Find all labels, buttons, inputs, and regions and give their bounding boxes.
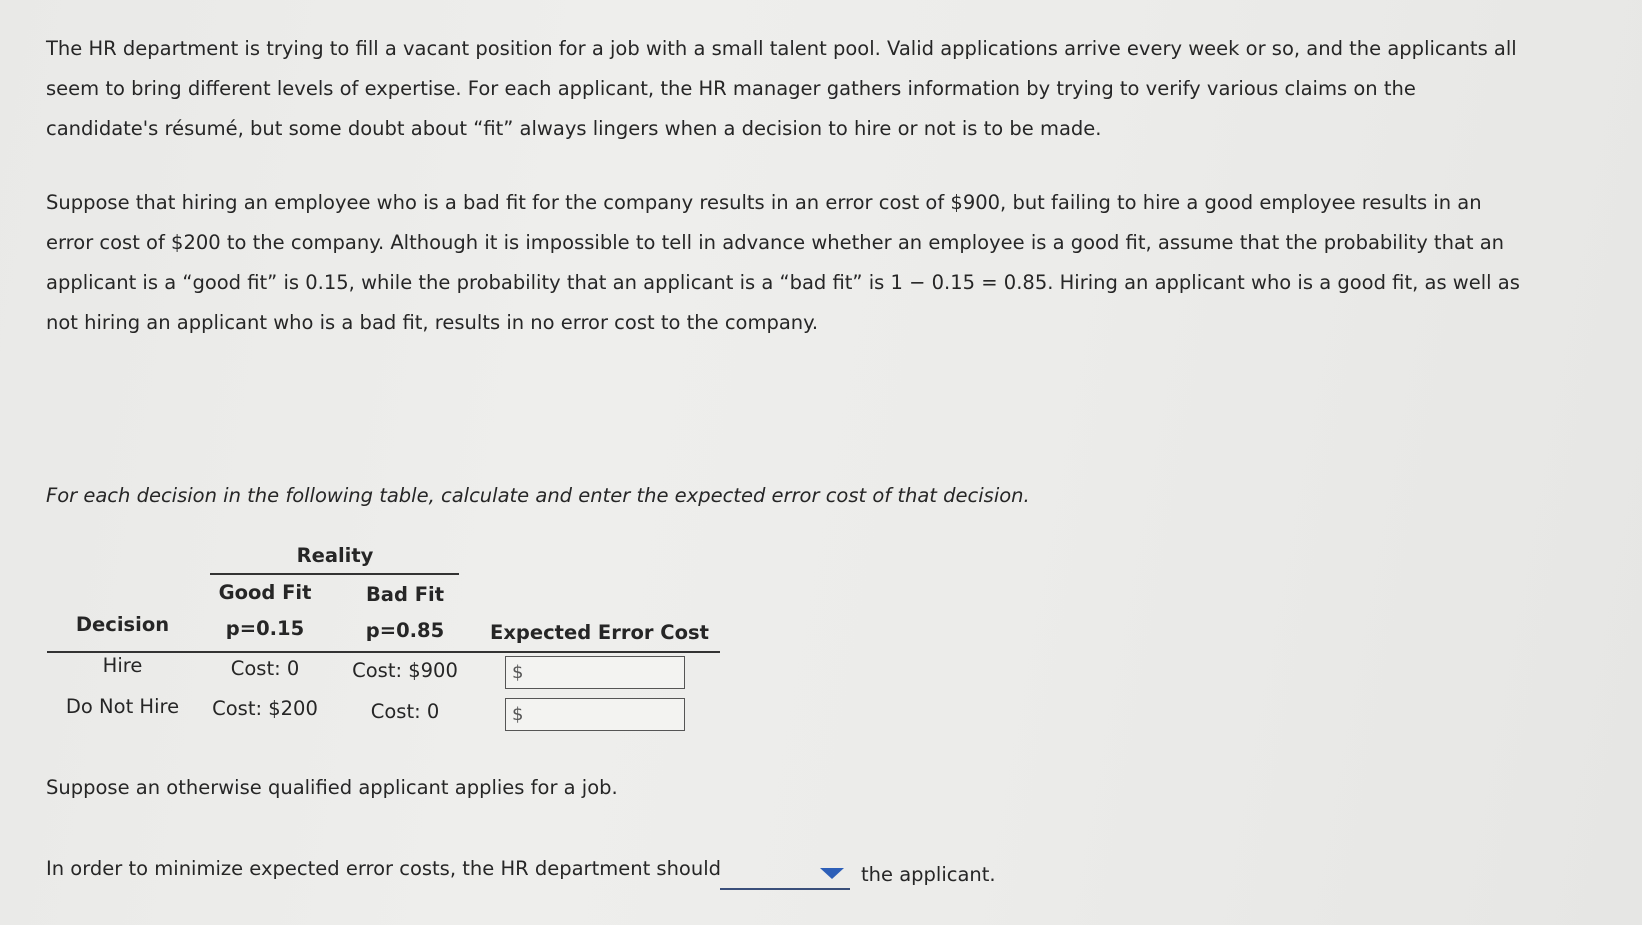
hire-decision-dropdown[interactable] [720, 854, 850, 890]
do-not-hire-bad-fit-cost: Cost: 0 [370, 700, 440, 723]
cost-paragraph [46, 183, 1576, 343]
chevron-down-icon[interactable] [820, 868, 844, 879]
hire-bad-fit-cost: Cost: $900 [352, 659, 458, 682]
reality-underline [210, 573, 459, 575]
cost-line-1: Suppose that hiring an employee who is a bad fit for the company results in an error cost of $900, but failing to hire a good employee results in an [46, 191, 1482, 214]
hire-good-fit-cost: Cost: 0 [230, 657, 300, 680]
intro-line-2: seem to bring different levels of expertise. For each applicant, the HR manager gathers information by trying to verify various claims on the [46, 77, 1416, 100]
do-not-hire-good-fit-cost: Cost: $200 [212, 697, 318, 720]
intro-paragraph [46, 29, 1576, 149]
good-fit-header: Good Fit [218, 581, 312, 604]
hire-expected-cost-field[interactable] [505, 656, 685, 689]
bad-fit-header: Bad Fit [365, 583, 445, 606]
good-fit-probability: p=0.15 [225, 617, 305, 640]
decision-do-not-hire-label: Do Not Hire [65, 695, 180, 718]
table-header-rule [47, 651, 720, 653]
scenario-text: Suppose an otherwise qualified applicant applies for a job. [46, 776, 618, 799]
hire-expected-cost-input[interactable] [523, 657, 684, 688]
cost-line-3: applicant is a “good fit” is 0.15, while the probability that an applicant is a “bad fit” is 1 − 0.15 = 0.85. Hiring an applicant who is a good fit, as well as [46, 271, 1520, 294]
intro-line-3: candidate's résumé, but some doubt about “fit” always lingers when a decision to hire or not is to be made. [46, 117, 1102, 140]
conclusion-text: In order to minimize expected error costs, the HR department should [46, 857, 722, 880]
decision-header: Decision [75, 613, 170, 636]
expected-error-cost-header: Expected Error Cost [490, 621, 709, 644]
cost-line-4: not hiring an applicant who is a bad fit, results in no error cost to the company. [46, 311, 819, 334]
cost-line-2: error cost of $200 to the company. Although it is impossible to tell in advance whether an employee is a good fit, assume that the probability that an [46, 231, 1505, 254]
do-not-hire-expected-cost-input[interactable] [523, 699, 684, 730]
dollar-sign: $ [512, 704, 524, 725]
table-instruction: For each decision in the following table, calculate and enter the expected error cost of that decision. [46, 484, 1030, 507]
reality-header: Reality [296, 544, 374, 567]
decision-hire-label: Hire [102, 654, 143, 677]
intro-line-1: The HR department is trying to fill a vacant position for a job with a small talent pool. Valid applications arrive every week or so, and the applicants all [46, 37, 1517, 60]
conclusion-suffix: the applicant. [861, 863, 996, 886]
dollar-sign: $ [512, 662, 524, 683]
do-not-hire-expected-cost-field[interactable] [505, 698, 685, 731]
bad-fit-probability: p=0.85 [365, 619, 445, 642]
